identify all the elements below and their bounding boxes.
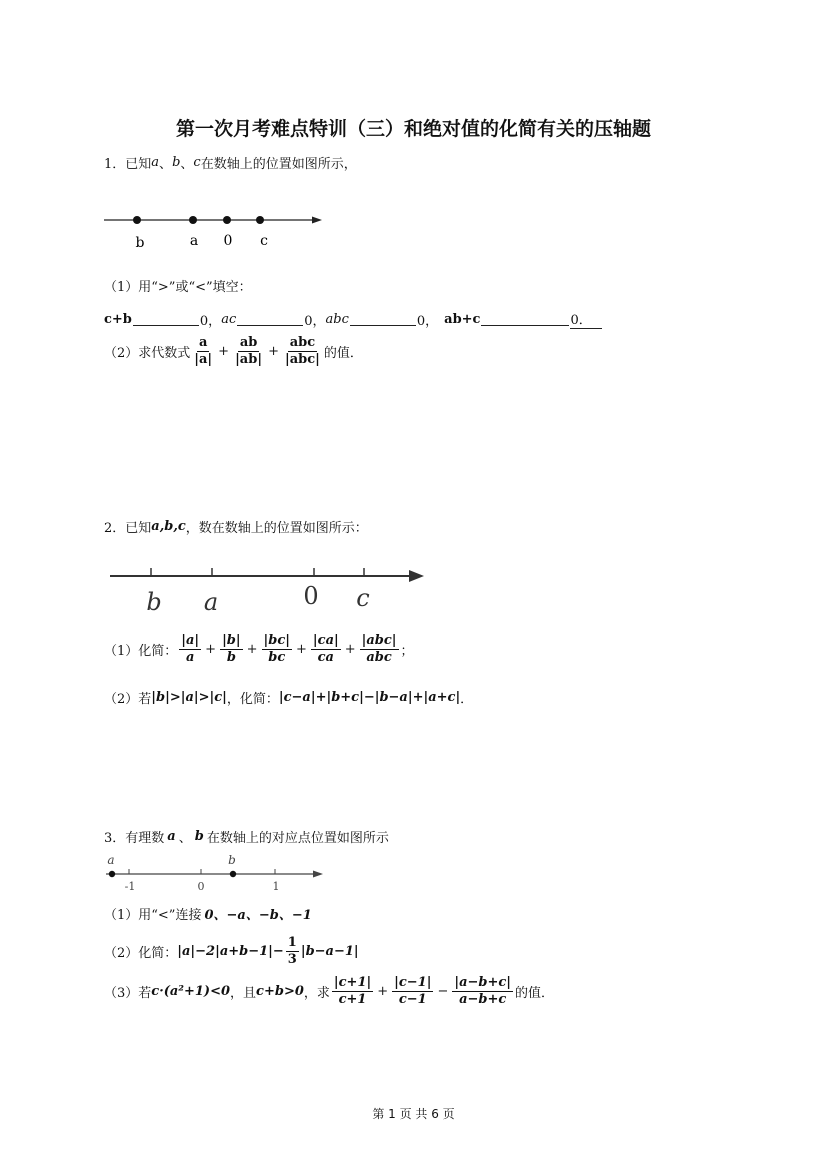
q1-blank-4[interactable] xyxy=(481,312,569,326)
q1-axis-arrow xyxy=(312,217,322,224)
q1-blank-1[interactable] xyxy=(133,312,199,326)
q1-frac-2 xyxy=(233,336,264,366)
q3-part3-cond1: c·(a²+1)<0 xyxy=(151,983,231,999)
q3-stem-prefix: 3．有理数 xyxy=(104,831,165,846)
q2-plus-1: + xyxy=(205,641,217,657)
q1-zero-4: 0． xyxy=(570,309,601,329)
q2-part1 xyxy=(104,634,414,664)
q1-var-c: c xyxy=(193,155,201,170)
q3-var-a: a xyxy=(167,829,176,844)
q1-frac-1-den: |a| xyxy=(194,351,213,367)
q3-sep: 、 xyxy=(178,831,192,846)
q1-frac-3-den: |abc| xyxy=(284,351,320,367)
q2-part1-suffix: ； xyxy=(400,643,414,659)
q2-frac-1 xyxy=(179,634,201,664)
q2-vars: a,b,c xyxy=(151,519,186,534)
q1-expr-ab-plus-c: ab+c xyxy=(444,311,481,327)
q2-part2-suffix: ． xyxy=(460,692,474,707)
q3-number-line xyxy=(102,852,332,896)
q1-expr-c-plus-b: c+b xyxy=(104,311,132,327)
q2-frac-2-den: b xyxy=(226,649,236,665)
q3-point-b xyxy=(230,871,236,877)
q2-frac-4-den: ca xyxy=(317,649,334,665)
q1-part2-suffix: 的值． xyxy=(323,345,363,361)
q2-number-line xyxy=(106,558,436,620)
q2-stem-prefix: 2．已知 xyxy=(104,521,152,536)
page-footer: 第 1 页 共 6 页 xyxy=(372,1107,455,1121)
q1-var-a: a xyxy=(151,155,160,170)
q1-stem-prefix: 1．已知 xyxy=(104,157,152,172)
q2-axis-arrow xyxy=(409,570,424,582)
q3-part1-items: 0、−a、−b、−1 xyxy=(204,908,312,923)
q1-part2 xyxy=(104,336,363,366)
q2-stem xyxy=(104,517,368,536)
q2-part2-prefix: （2）若 xyxy=(104,692,152,707)
q3-stem xyxy=(104,827,389,846)
q3-part3-mid2: ，求 xyxy=(303,985,330,1001)
q1-plus-2: + xyxy=(268,343,279,359)
q3-point-a xyxy=(109,871,115,877)
q3-label-b: b xyxy=(228,853,236,867)
q1-zero-1: 0， xyxy=(199,313,222,329)
q3-var-b: b xyxy=(194,829,204,844)
q1-number-line xyxy=(100,205,330,255)
q1-zero-3: 0， xyxy=(416,313,439,329)
q3-label-0: 0 xyxy=(197,880,205,893)
q3-part2-expr-b: |b−a−1| xyxy=(300,943,359,959)
q3-frac-1 xyxy=(332,976,373,1006)
q2-frac-2 xyxy=(220,634,243,664)
q1-var-b: b xyxy=(172,155,181,170)
q3-label-1: 1 xyxy=(272,880,280,893)
q1-frac-3-num: abc xyxy=(289,335,316,350)
q2-frac-2-num: |b| xyxy=(222,633,241,648)
q2-frac-1-num: |a| xyxy=(181,633,200,648)
q2-expression: |c−a|+|b+c|−|b−a|+|a+c| xyxy=(278,690,461,705)
q1-blank-3[interactable] xyxy=(350,312,416,326)
q1-expr-ac: ac xyxy=(221,311,237,327)
q1-frac-1 xyxy=(192,336,214,366)
q3-label-a: a xyxy=(107,853,115,867)
q2-frac-3-num: |bc| xyxy=(263,633,291,648)
q3-part2-frac-num: 1 xyxy=(287,935,297,950)
q2-plus-4: + xyxy=(344,641,356,657)
q1-expr-abc: abc xyxy=(325,311,349,327)
q1-frac-3 xyxy=(283,336,322,366)
q1-frac-2-num: ab xyxy=(239,335,258,350)
q1-plus-1: + xyxy=(218,343,230,359)
q3-part2-frac-den: 3 xyxy=(287,951,297,967)
q1-point-b xyxy=(133,216,141,224)
q1-label-b: b xyxy=(135,235,145,251)
q1-point-a xyxy=(189,216,197,224)
q2-plus-2: + xyxy=(246,641,258,657)
q3-frac-3-den: a−b+c xyxy=(459,991,507,1007)
q3-part2 xyxy=(104,936,359,966)
q2-frac-1-den: a xyxy=(186,649,195,665)
q3-frac-2-den: c−1 xyxy=(398,991,427,1007)
q2-part2-mid: ，化简： xyxy=(226,692,279,707)
q1-zero-2: 0， xyxy=(304,313,326,329)
q1-frac-2-den: |ab| xyxy=(235,351,263,367)
q1-point-0 xyxy=(223,216,231,224)
q2-label-a: a xyxy=(203,588,219,616)
q3-part3-mid1: ，且 xyxy=(230,985,257,1001)
q3-frac-3 xyxy=(452,976,513,1006)
q1-stem-suffix: 在数轴上的位置如图所示， xyxy=(200,157,357,172)
q2-plus-3: + xyxy=(296,641,307,657)
q2-frac-5 xyxy=(360,634,399,664)
q3-part1-prefix: （1）用“<”连接 xyxy=(104,908,202,923)
q3-part3-suffix: 的值． xyxy=(515,985,555,1001)
q3-part3-cond2: c+b>0 xyxy=(256,983,304,999)
q3-plus: + xyxy=(377,983,389,999)
q2-stem-suffix: ，数在数轴上的位置如图所示： xyxy=(185,521,368,536)
q3-frac-1-num: |c+1| xyxy=(333,975,372,990)
q3-part2-frac xyxy=(286,936,299,966)
q2-part2 xyxy=(104,688,473,707)
q3-frac-1-den: c+1 xyxy=(338,991,367,1007)
q3-frac-2 xyxy=(392,976,433,1006)
q1-blank-2[interactable] xyxy=(237,312,303,326)
q3-frac-2-num: |c−1| xyxy=(394,975,432,990)
q2-condition: |b|>|a|>|c| xyxy=(151,690,227,705)
q2-frac-5-den: abc xyxy=(366,649,392,665)
q2-part1-prefix: （1）化简： xyxy=(104,643,178,659)
q3-minus: − xyxy=(437,983,449,999)
q3-label-neg1: -1 xyxy=(124,880,136,893)
q2-label-c: c xyxy=(356,584,370,612)
q1-label-c: c xyxy=(260,233,268,249)
q1-label-0: 0 xyxy=(223,233,233,249)
q3-part1 xyxy=(104,904,312,923)
q3-frac-3-num: |a−b+c| xyxy=(454,975,512,990)
q1-label-a: a xyxy=(189,233,199,249)
q1-stem xyxy=(104,153,357,172)
q2-label-0: 0 xyxy=(303,582,319,610)
q1-point-c xyxy=(256,216,264,224)
q2-frac-3 xyxy=(262,634,292,664)
q2-frac-4-num: |ca| xyxy=(312,633,339,648)
q1-fill-line xyxy=(104,309,602,329)
q3-part2-prefix: （2）化简： xyxy=(104,945,178,961)
q3-part2-expr-a: |a|−2|a+b−1|− xyxy=(177,943,284,959)
q3-stem-suffix: 在数轴上的对应点位置如图所示 xyxy=(206,831,389,846)
q2-frac-3-den: bc xyxy=(268,649,286,665)
q3-part3-prefix: （3）若 xyxy=(104,985,152,1001)
page-title: 第一次月考难点特训（三）和绝对值的化简有关的压轴题 xyxy=(175,118,651,140)
q1-sep1: 、 xyxy=(159,157,173,172)
q1-part1: （1）用“>”或“<”填空： xyxy=(104,280,252,295)
q3-axis-arrow xyxy=(313,871,323,878)
q1-sep2: 、 xyxy=(180,157,194,172)
q1-part2-prefix: （2）求代数式 xyxy=(104,345,191,361)
q1-frac-1-num: a xyxy=(199,335,208,350)
q3-part3 xyxy=(104,976,554,1006)
q2-label-b: b xyxy=(146,588,162,616)
q2-frac-5-num: |abc| xyxy=(361,633,397,648)
q2-frac-4 xyxy=(311,634,341,664)
